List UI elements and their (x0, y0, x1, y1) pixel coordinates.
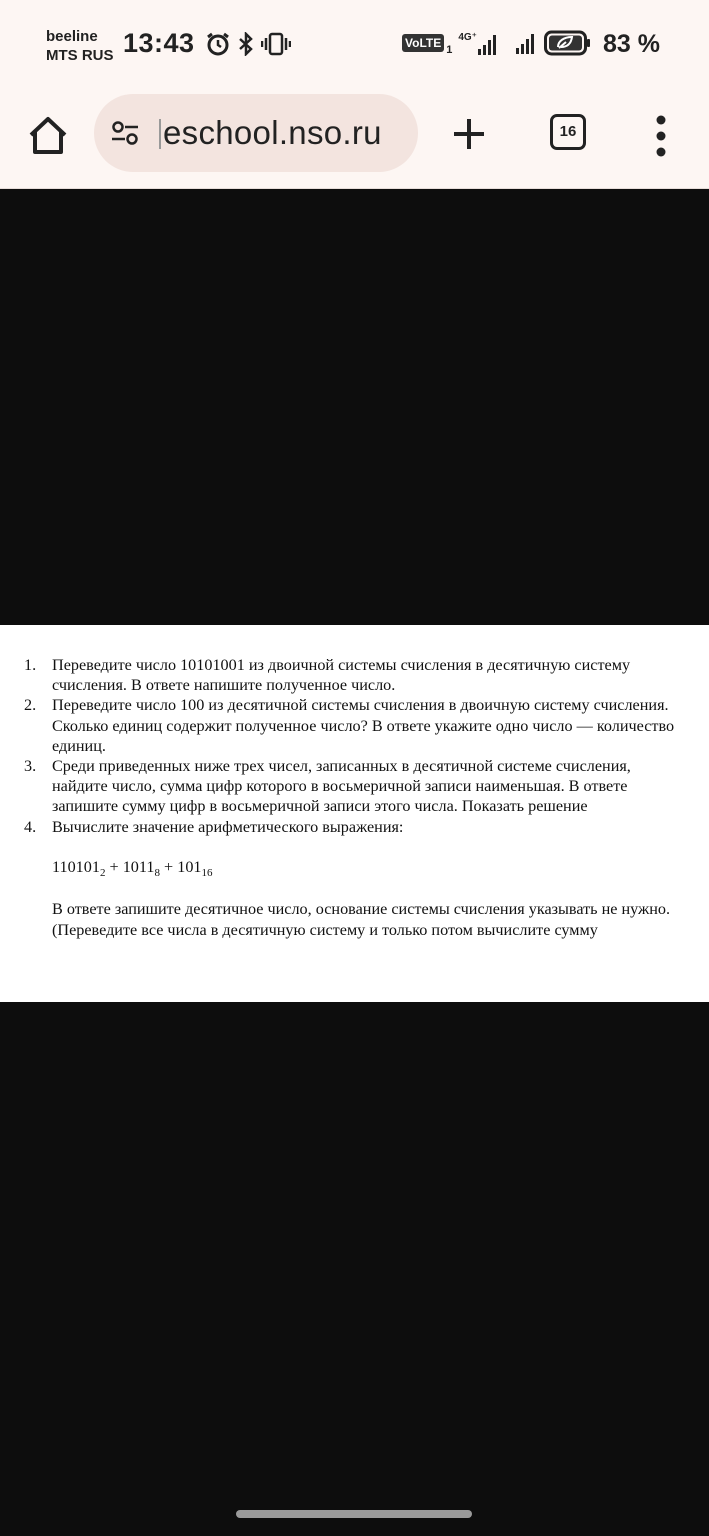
task-number: 1. (24, 656, 37, 674)
plus-icon[interactable] (450, 115, 488, 153)
task-item (24, 655, 688, 695)
network-type: 4G⁺ (458, 31, 477, 43)
signal-sim1 (458, 32, 496, 55)
carrier-line-2: MTS RUS (46, 47, 114, 64)
site-settings-icon[interactable] (110, 120, 140, 146)
carrier-name (46, 27, 114, 65)
battery-saver-icon (544, 30, 592, 56)
gesture-navigation-bar[interactable] (236, 1510, 472, 1518)
task-number: 2. (24, 696, 37, 715)
task-text: Переведите число 100 из десятичной системы счисления в двоичную систему счисления. Сколько единиц содержит полученное число? В ответе укажите одно число — количество единиц. (52, 696, 675, 755)
task-item (24, 817, 688, 837)
task-item (24, 756, 688, 817)
carrier-line-1: beeline (46, 28, 98, 45)
status-icons-right (402, 30, 592, 56)
answer-instructions: В ответе запишите десятичное число, основание системы счисления указывать не нужно. (Переведите все числа в десятичную систему и только потом вычислите сумму (52, 900, 671, 939)
operand-c-base: 16 (201, 867, 213, 880)
task-item (24, 695, 688, 756)
more-vert-icon[interactable] (654, 114, 668, 158)
operand-a-base: 2 (99, 867, 106, 880)
status-bar (0, 0, 709, 90)
sim-index: 1 (446, 44, 453, 56)
task-list (24, 655, 688, 837)
plus-sign: + (109, 858, 119, 876)
battery-percent: 83 % (603, 30, 660, 58)
plus-sign: + (164, 858, 174, 876)
operand-a: 110101 (52, 858, 100, 876)
vibrate-icon (261, 32, 291, 56)
task-number: 4. (24, 817, 37, 836)
task-text: Среди приведенных ниже трех чисел, записанных в десятичной системе счисления, найдите число, сумма цифр которого в восьмеричной записи наименьшая. В ответе запишите сумму цифр в восьмеричной записи этого числа. Показать решение (52, 757, 631, 816)
browser-toolbar (0, 90, 709, 189)
task-text: Вычислите значение арифметического выражения: (52, 817, 404, 836)
status-icons-left (205, 32, 291, 56)
tabs-button[interactable] (550, 114, 586, 150)
volte-icon: VoLTE (402, 34, 444, 52)
bluetooth-icon (237, 32, 255, 56)
operand-b-base: 8 (154, 867, 160, 880)
tab-count: 16 (559, 123, 577, 140)
signal-icon (516, 32, 534, 54)
alarm-icon (205, 32, 231, 56)
task-number: 3. (24, 757, 37, 776)
signal-icon (478, 33, 496, 55)
address-bar[interactable] (94, 94, 418, 172)
clock: 13:43 (123, 28, 195, 58)
task-text: Переведите число 10101001 из двоичной системы счисления в десятичную систему счисления. В ответе напишите полученное число. (52, 656, 631, 695)
document-page (0, 625, 709, 1002)
arithmetic-expression (52, 858, 213, 879)
operand-c: 101 (177, 858, 202, 876)
url-text[interactable]: eschool.nso.ru (159, 114, 382, 152)
operand-b: 1011 (122, 858, 155, 876)
home-icon[interactable] (25, 113, 71, 159)
